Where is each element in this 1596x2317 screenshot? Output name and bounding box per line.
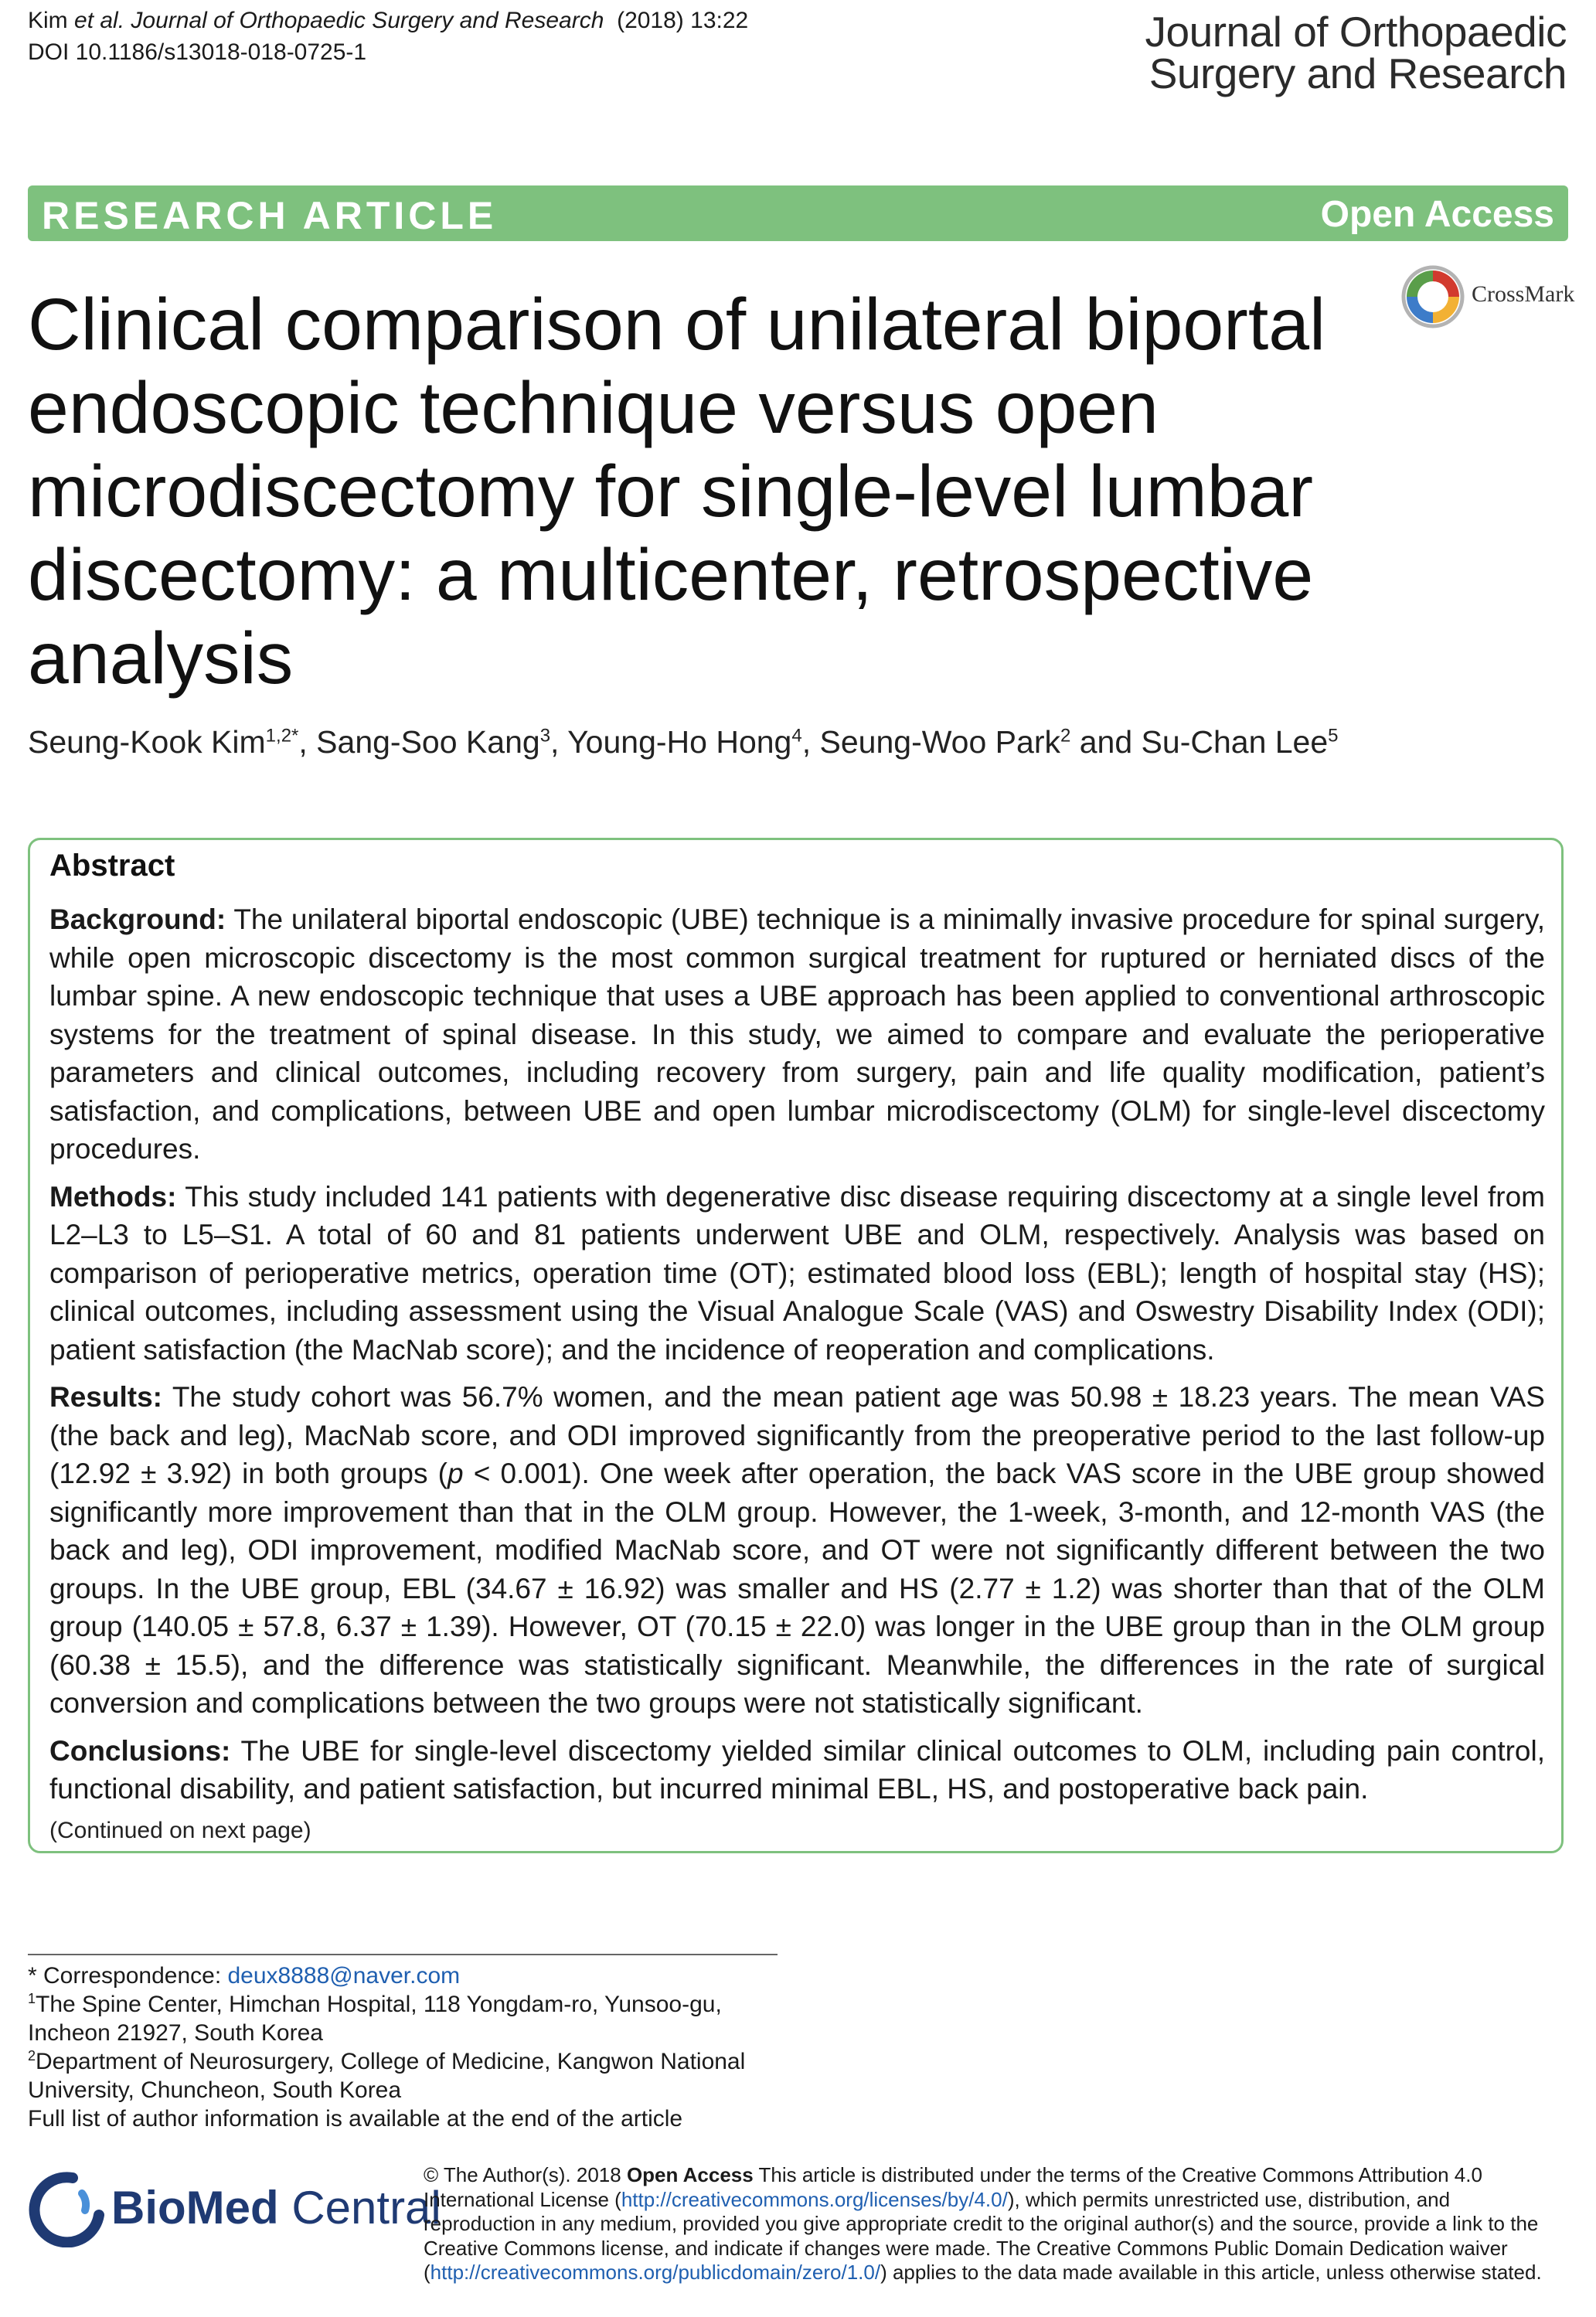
author[interactable]: Seung-Woo Park$^2$: [819, 724, 1071, 760]
article-title: Clinical comparison of unilateral biportal endoscopic technique versus open microdiscectomy for single-level lumbar discectomy: a multicenter, retrospective analysis: [28, 284, 1326, 699]
correspondence: * Correspondence: deux8888@naver.com: [28, 1963, 461, 1989]
abstract-heading: Abstract: [49, 849, 175, 883]
crossmark-label: CrossMark: [1472, 281, 1575, 307]
author-list: Seung-Kook Kim$^{1,2*}$, Sang-Soo Kang$^3$, Young-Ho Hong$^4$, Seung-Woo Park$^2$ and Su-Chan Lee$^5$: [28, 724, 1339, 760]
author[interactable]: Young-Ho Hong$^4$: [567, 724, 802, 760]
affiliation-2: $^2$Department of Neurosurgery, College of Medicine, Kangwon National University, Chuncheon, South Korea: [28, 2048, 746, 2103]
author[interactable]: Seung-Kook Kim$^{1,2*}$: [28, 724, 299, 760]
biomed-central-icon: [28, 2170, 105, 2247]
abstract-background: Background: The unilateral biportal endoscopic (UBE) technique is a minimally invasive procedure for spinal surgery, while open microscopic discectomy is the most common surgical treatment for ruptured or herniated discs of the lumbar spine. A new endoscopic technique that uses a UBE approach has been applied to conventional arthroscopic systems for the treatment of spinal disease. In this study, we aimed to compare and evaluate the perioperative parameters and clinical outcomes, including recovery from surgery, pain and life quality modification, patient’s satisfaction, and complications, between UBE and open lumbar microdiscectomy (OLM) for single-level discectomy procedures.: [49, 903, 1545, 1165]
continued-note: (Continued on next page): [49, 1818, 311, 1843]
license-statement: © The Author(s). 2018 Open Access This article is distributed under the terms of the Creative Commons Attribution 4.0 International License (http://creativecommons.org/licenses/by/4.0/), which permits unrestricted use, distribution, and reproduction in any medium, provided you give appropriate credit to the original author(s) and the source, provide a link to the Creative Commons license, and indicate if changes were made. The Creative Commons Public Domain Dedication waiver (http://creativecommons.org/publicdomain/zero/1.0/) applies to the data made available in this article, unless otherwise stated.: [424, 2163, 1542, 2284]
article-type-banner: [28, 185, 1568, 241]
citation-line: [28, 5, 748, 36]
journal-name: [1145, 8, 1567, 97]
abstract-body: [49, 900, 1545, 1818]
doi: DOI 10.1186/s13018-018-0725-1: [28, 39, 367, 65]
citation-year-volume: (2018) 13:22: [604, 8, 749, 33]
journal-name-line-1: Journal of Orthopaedic: [1145, 8, 1567, 56]
correspondence-email-link[interactable]: deux8888@naver.com: [227, 1963, 461, 1989]
footnotes: [28, 1961, 785, 2133]
author[interactable]: Sang-Soo Kang$^3$: [316, 724, 551, 760]
abstract-conclusions: Conclusions: The UBE for single-level discectomy yielded similar clinical outcomes to OLM, including pain control, functional disability, and patient satisfaction, but incurred minimal EBL, HS, and postoperative back pain.: [49, 1734, 1545, 1805]
affiliation-1: $^1$The Spine Center, Himchan Hospital, 118 Yongdam-ro, Yunsoo-gu, Incheon 21927, South Korea: [28, 1991, 722, 2046]
footnote-divider: [28, 1954, 778, 1955]
citation-journal: Journal of Orthopaedic Surgery and Research: [124, 8, 604, 33]
open-access-label[interactable]: Open Access: [1320, 194, 1554, 235]
crossmark-button[interactable]: [1400, 264, 1594, 329]
citation-authors: Kim: [28, 8, 68, 33]
publisher-logo[interactable]: [28, 2164, 441, 2249]
publisher-name: BioMed Central: [111, 2182, 441, 2234]
journal-name-line-2: Surgery and Research: [1149, 49, 1567, 97]
citation-etal: et al.: [67, 8, 125, 33]
abstract-results: Results: The study cohort was 56.7% women, and the mean patient age was 50.98 ± 18.23 years. The mean VAS (the back and leg), MacNab score, and ODI improved significantly from the preoperative period to the last follow-up (12.92 ± 3.92) in both groups (p < 0.001). One week after operation, the back VAS score in the UBE group showed significantly more improvement than that in the OLM group. However, the 1-week, 3-month, and 12-month VAS (the back and leg), ODI improvement, modified MacNab score, and OT were not significantly different between the two groups. In the UBE group, EBL (34.67 ± 16.92) was smaller and HS (2.77 ± 1.2) was shorter than that of the OLM group (140.05 ± 57.8, 6.37 ± 1.39). However, OT (70.15 ± 22.0) was longer in the UBE group than in the OLM group (60.38 ± 15.5), and the difference was statistically significant. Meanwhile, the differences in the rate of surgical conversion and complications between the two groups were not statistically significant.: [49, 1381, 1545, 1719]
citation-header: [28, 5, 748, 68]
license-url-link[interactable]: http://creativecommons.org/licenses/by/4.0/: [621, 2187, 1008, 2211]
article-type: RESEARCH ARTICLE: [42, 194, 498, 237]
abstract-methods: Methods: This study included 141 patients with degenerative disc disease requiring discectomy at a single level from L2–L3 to L5–S1. A total of 60 and 81 patients underwent UBE and OLM, respectively. Analysis was based on comparison of perioperative metrics, operation time (OT); estimated blood loss (EBL); length of hospital stay (HS); clinical outcomes, including assessment using the Visual Analogue Scale (VAS) and Oswestry Disability Index (ODI); patient satisfaction (the MacNab score); and the incidence of reoperation and complications.: [49, 1180, 1545, 1366]
crossmark-icon: [1400, 264, 1465, 329]
public-domain-url-link[interactable]: http://creativecommons.org/publicdomain/zero/1.0/: [430, 2261, 881, 2284]
full-author-info-note: Full list of author information is available at the end of the article: [28, 2106, 683, 2132]
author[interactable]: Su-Chan Lee$^5$: [1141, 724, 1339, 760]
